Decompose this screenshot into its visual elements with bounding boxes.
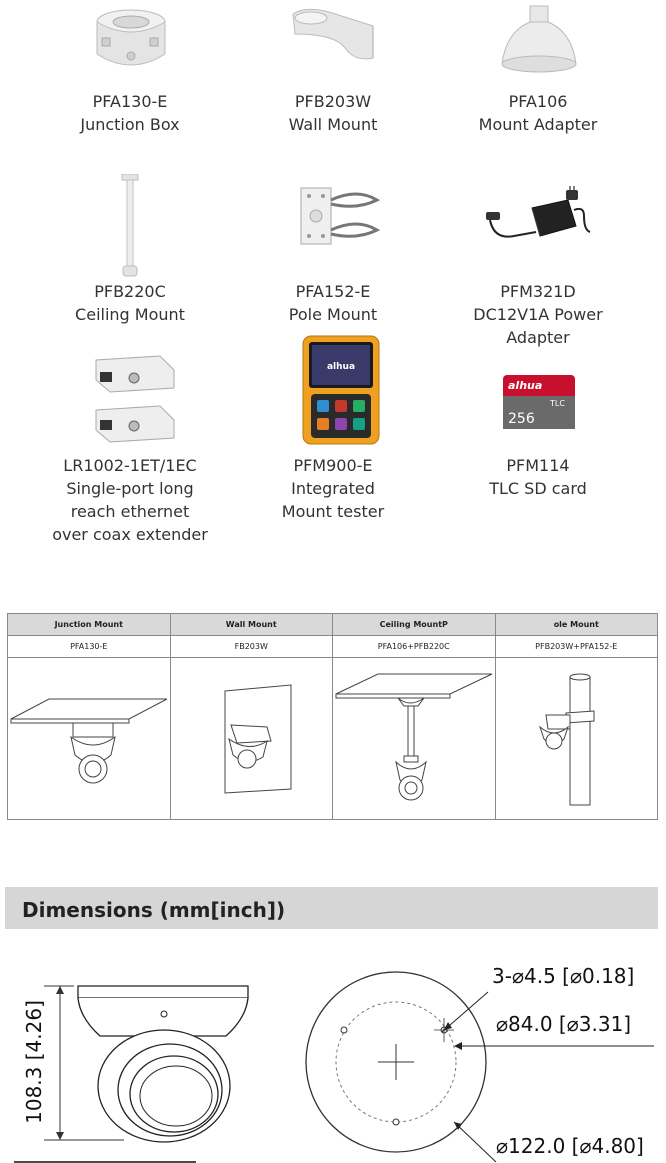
accessory-pfm114 <box>438 344 638 514</box>
dimension-height-label: 108.3 [4.26] <box>22 1000 46 1124</box>
mount-header: Wall Mount <box>170 614 333 636</box>
ceiling-mount-illustration <box>334 664 494 814</box>
mount-adapter-icon <box>496 2 582 74</box>
accessory-pfm900e <box>233 334 433 534</box>
ceiling-mount-icon <box>118 174 142 278</box>
mount-model: PFB203W+PFA152-E <box>495 636 658 658</box>
accessory-desc: Wall Mount <box>288 115 378 134</box>
accessory-model: PFA106 <box>508 92 568 111</box>
junction-mount-illustration <box>9 679 169 799</box>
pole-mount-drawing <box>495 658 658 820</box>
wall-mount-drawing <box>170 658 333 820</box>
accessory-pfa130e <box>30 0 230 140</box>
pole-mount-illustration <box>496 669 656 809</box>
mount-header: Junction Mount <box>8 614 171 636</box>
tester-icon <box>301 334 381 446</box>
accessory-pfb203w <box>233 0 433 140</box>
accessory-desc: TLC SD card <box>489 479 587 498</box>
accessory-lr1002 <box>30 344 230 554</box>
accessory-model: PFM900-E <box>293 456 373 475</box>
mount-header: ole Mount <box>495 614 658 636</box>
accessory-model: PFB203W <box>294 92 372 111</box>
accessory-pfa106 <box>438 0 638 140</box>
accessory-model: LR1002-1ET/1EC <box>63 456 197 475</box>
accessory-pfa152e <box>233 172 433 332</box>
sd-card-type: TLC <box>550 399 565 408</box>
accessory-desc: Mount Adapter <box>478 115 598 134</box>
junction-mount-drawing <box>8 658 171 820</box>
accessory-pfb220c <box>30 172 230 332</box>
dimensions-title: Dimensions (mm[inch]) <box>22 898 286 922</box>
accessory-model: PFM114 <box>506 456 570 475</box>
junction-box-icon <box>90 2 172 74</box>
accessory-desc: Ceiling Mount <box>75 305 185 324</box>
sd-card-icon <box>502 374 576 430</box>
extender-icon <box>90 354 180 446</box>
mount-model: PFA130-E <box>8 636 171 658</box>
wall-mount-icon <box>285 4 381 64</box>
accessory-desc: DC12V1A Power Adapter <box>473 305 603 347</box>
mount-model: FB203W <box>170 636 333 658</box>
sd-card-capacity: 256 <box>508 411 535 427</box>
accessory-pfm321d <box>438 172 638 357</box>
mount-model: PFA106+PFB220C <box>333 636 496 658</box>
accessory-model: PFM321D <box>500 282 576 301</box>
dimension-pcd-label: ⌀84.0 [⌀3.31] <box>496 1012 632 1036</box>
tester-screen-brand: alhua <box>326 362 356 372</box>
dimension-diameter-label: ⌀122.0 [⌀4.80] <box>496 1134 644 1158</box>
dimension-holes-label: 3-⌀4.5 [⌀0.18] <box>492 964 635 988</box>
sd-card-brand: alhua <box>508 379 543 392</box>
accessory-model: PFA152-E <box>295 282 371 301</box>
pole-mount-icon <box>297 186 381 250</box>
accessory-desc: Junction Box <box>80 115 180 134</box>
camera-side-view-drawing <box>14 974 264 1163</box>
mount-header: Ceiling MountP <box>333 614 496 636</box>
accessory-desc: Single-port long reach ethernet over coax extender <box>52 479 208 544</box>
accessory-desc: Pole Mount <box>288 305 378 324</box>
wall-mount-illustration <box>171 679 331 799</box>
accessory-desc: Integrated Mount tester <box>281 479 385 521</box>
ceiling-mount-drawing <box>333 658 496 820</box>
mount-table <box>7 613 658 820</box>
power-adapter-icon <box>484 186 594 248</box>
accessory-model: PFB220C <box>94 282 166 301</box>
accessory-model: PFA130-E <box>92 92 168 111</box>
